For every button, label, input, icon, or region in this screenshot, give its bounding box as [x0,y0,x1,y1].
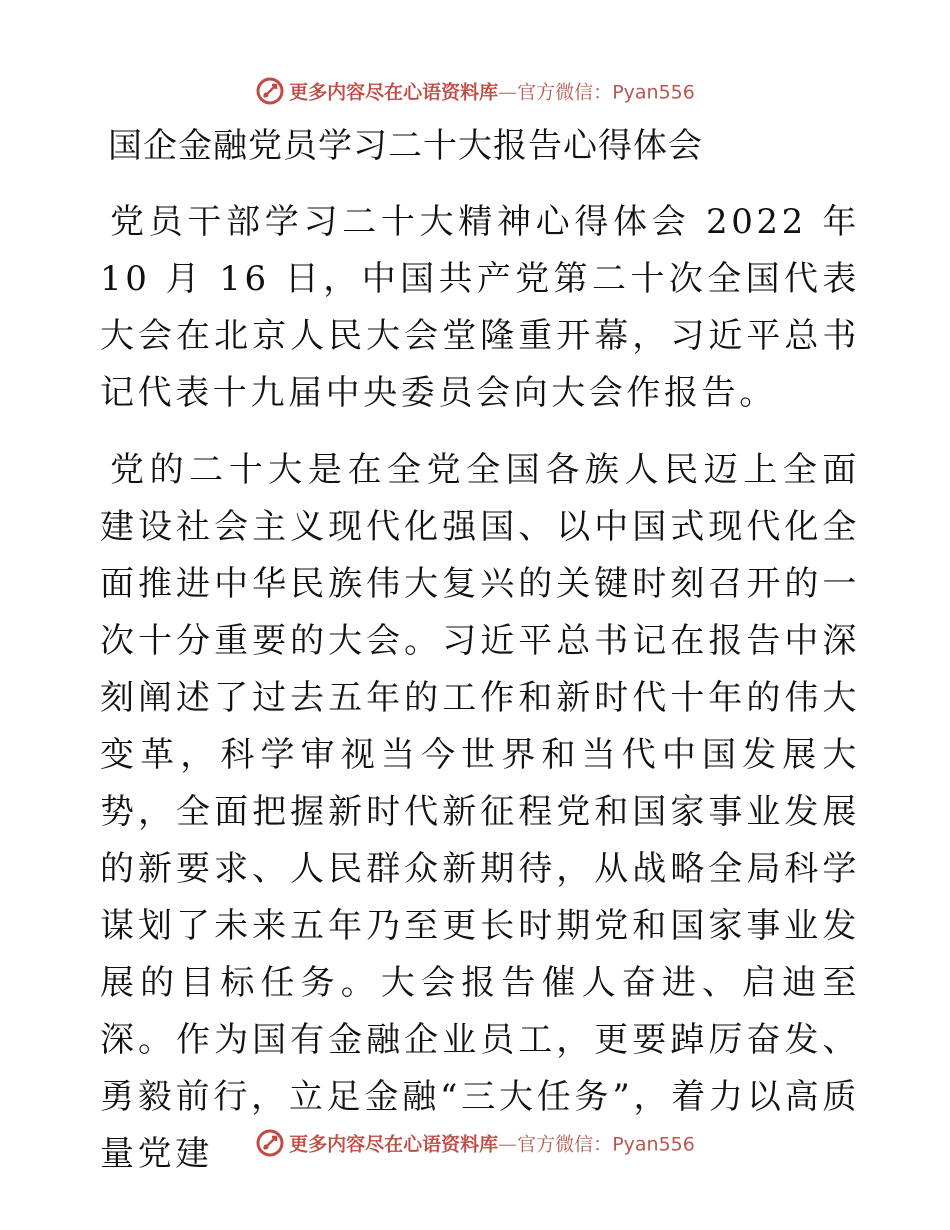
watermark-label: 官方微信： [517,81,613,104]
watermark-brand: 更多内容尽在心语资料库 [289,81,499,104]
brand-logo-icon [255,76,285,106]
watermark-separator: — [498,81,518,104]
watermark-label: 官方微信： [517,1133,613,1156]
watermark-brand: 更多内容尽在心语资料库 [289,1133,499,1156]
header-watermark [0,76,950,106]
paragraph-1: 党员干部学习二十大精神心得体会 2022 年 10 月 16 日，中国共产党第二十次全国代表大会在北京人民大会堂隆重开幕，习近平总书记代表十九届中央委员会向大会作报告。 [100,202,860,413]
footer-watermark [0,1128,950,1158]
document-title: 国企金融党员学习二十大报告心得体会 [108,126,703,166]
watermark-separator: — [498,1133,518,1156]
paragraph-2: 党的二十大是在全党全国各族人民迈上全面建设社会主义现代化强国、以中国式现代化全面推进中华民族伟大复兴的关键时刻召开的一次十分重要的大会。习近平总书记在报告中深刻阐述了过去五年的工作和新时代十年的伟大变革，科学审视当今世界和当代中国发展大势，全面把握新时代新征程党和国家事业发展的新要求、人民群众新期待，从战略全局科学谋划了未来五年乃至更长时期党和国家事业发展的目标任务。大会报告催人奋进、启迪至深。作为国有金融企业员工，更要踔厉奋发、勇毅前行，立足金融“三大任务”，着力以高质量党建 [100,450,860,1174]
watermark-wechat-id: Pyan556 [612,1133,695,1156]
brand-logo-icon [255,1128,285,1158]
watermark-wechat-id: Pyan556 [612,81,695,104]
